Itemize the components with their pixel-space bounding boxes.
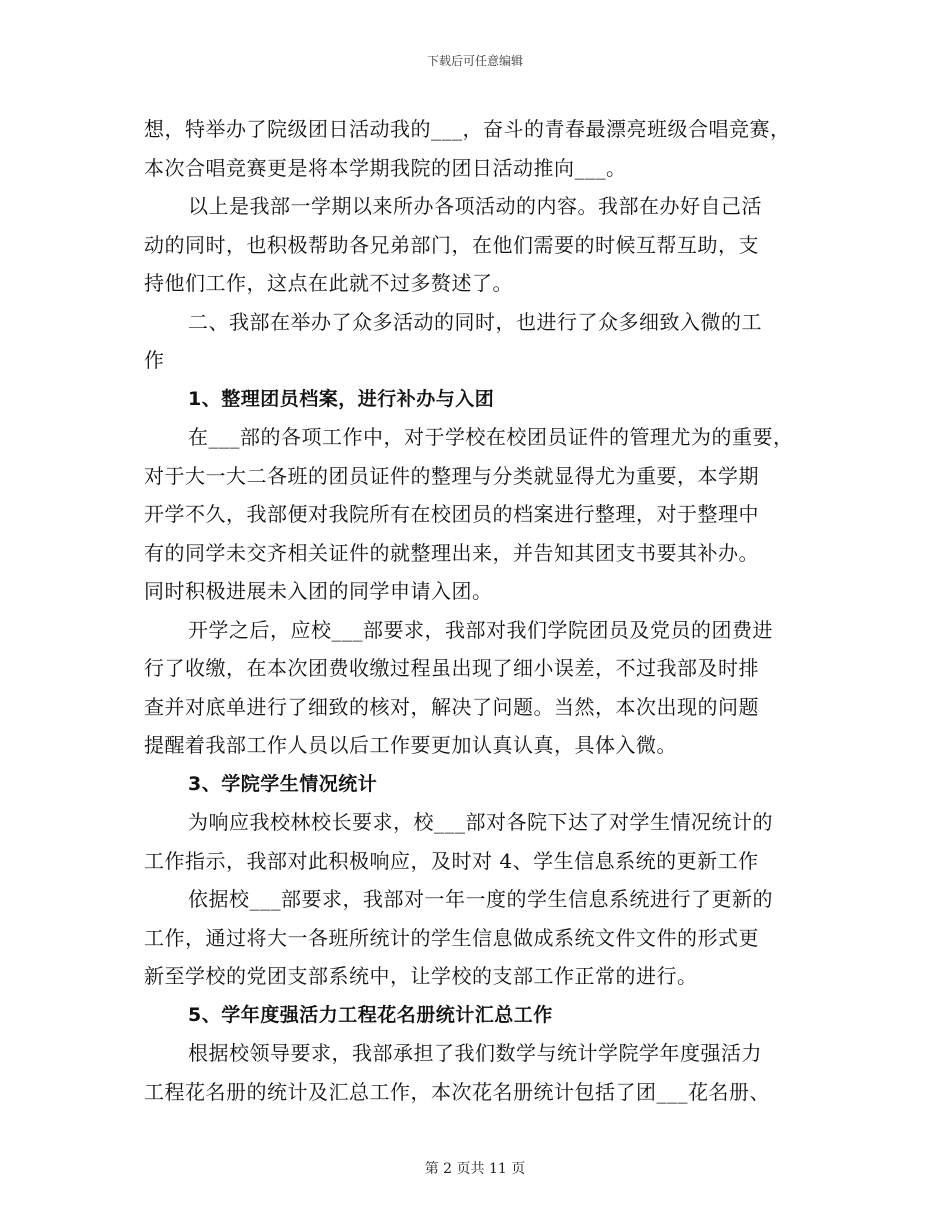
section-heading: 3、学院学生情况统计 (188, 772, 378, 795)
paragraph-line: 行了收缴，在本次团费收缴过程虽出现了细小误差，不过我部及时排 (144, 656, 759, 680)
paragraph-line: 对于大一大二各班的团员证件的整理与分类就显得尤为重要，本学期 (144, 463, 759, 488)
paragraph-line: 为响应我校林校长要求，校___部对各院下达了对学生情况统计的 (188, 810, 773, 834)
section-heading: 1、整理团员档案，进行补办与入团 (188, 387, 495, 410)
paragraph-line: 动的同时，也积极帮助各兄弟部门，在他们需要的时候互帮互助，支 (144, 232, 759, 257)
paragraph-line: 开学不久，我部便对我院所有在校团员的档案进行整理，对于整理中 (144, 502, 759, 526)
paragraph-line: 新至学校的党团支部系统中，让学校的支部工作正常的进行。 (144, 964, 698, 988)
paragraph-line: 二、我部在举办了众多活动的同时，也进行了众多细致入微的工 (188, 309, 762, 334)
paragraph-line: 开学之后，应校___部要求，我部对我们学院团员及党员的团费进 (188, 617, 773, 642)
paragraph-line: 工程花名册的统计及汇总工作，本次花名册统计包括了团___花名册、 (144, 1079, 770, 1104)
paragraph-line: 同时积极进展未入团的同学申请入团。 (144, 579, 493, 603)
paragraph-line: 本次合唱竞赛更是将本学期我院的团日活动推向___。 (144, 155, 627, 180)
page-header: 下载后可任意编辑 (426, 54, 523, 68)
section-heading: 5、学年度强活力工程花名册统计汇总工作 (188, 1003, 553, 1026)
paragraph-line: 在___部的各项工作中，对于学校在校团员证件的管理尤为的重要， (188, 425, 794, 449)
paragraph-line: 依据校___部要求，我部对一年一度的学生信息系统进行了更新的 (188, 887, 773, 911)
document-body (144, 110, 834, 1111)
paragraph-line: 持他们工作，这点在此就不过多赘述了。 (144, 271, 513, 295)
page-footer: 第 2 页共 11 页 (424, 1161, 526, 1177)
paragraph-line: 想，特举办了院级团日活动我的___，奋斗的青春最漂亮班级合唱竞赛， (144, 117, 791, 141)
paragraph-line: 作 (144, 348, 165, 372)
paragraph-line: 查并对底单进行了细致的核对，解决了问题。当然，本次出现的问题 (144, 694, 759, 719)
paragraph-line: 根据校领导要求，我部承担了我们数学与统计学院学年度强活力 (188, 1041, 762, 1065)
paragraph-line: 以上是我部一学期以来所办各项活动的内容。我部在办好自己活 (188, 194, 762, 218)
paragraph-line: 有的同学未交齐相关证件的就整理出来，并告知其团支书要其补办。 (144, 540, 759, 565)
paragraph-line: 工作指示，我部对此积极响应，及时对 4、学生信息系统的更新工作 (144, 848, 759, 873)
paragraph-line: 提醒着我部工作人员以后工作要更加认真认真，具体入微。 (144, 733, 677, 757)
paragraph-line: 工作，通过将大一各班所统计的学生信息做成系统文件文件的形式更 (144, 925, 759, 950)
